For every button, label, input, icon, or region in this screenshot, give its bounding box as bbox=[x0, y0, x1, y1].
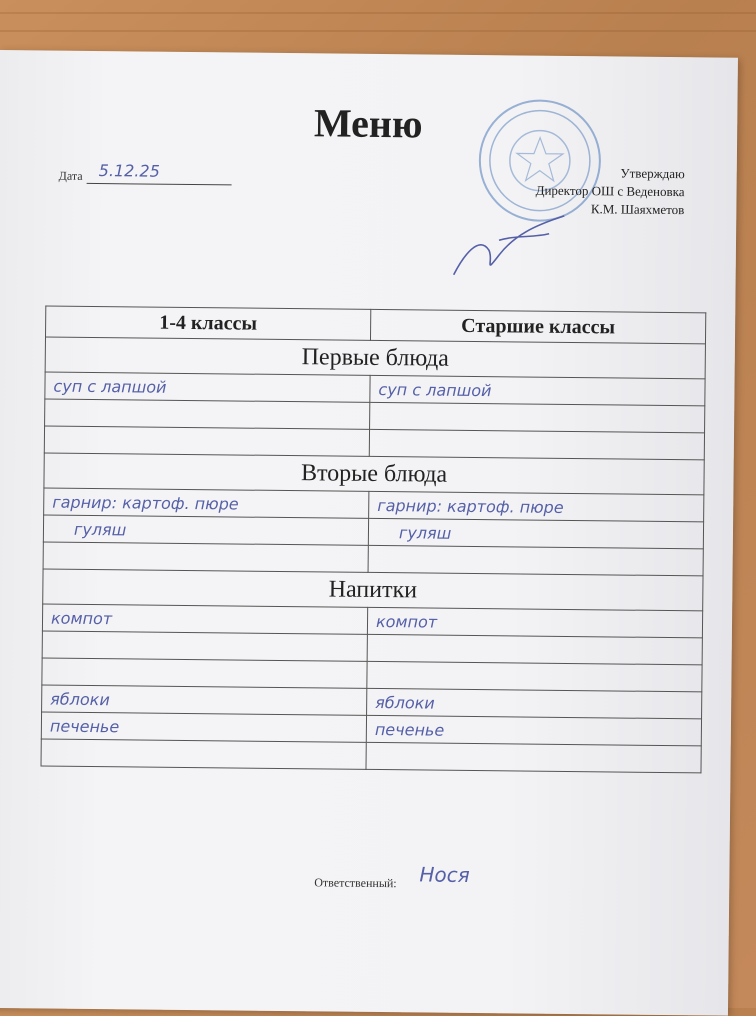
section-title: Вторые блюда bbox=[44, 453, 704, 495]
table-row bbox=[41, 739, 701, 773]
table-cell: компот bbox=[367, 607, 702, 638]
table-cell bbox=[367, 634, 702, 665]
director-signature-icon bbox=[444, 195, 575, 286]
column-header: 1-4 классы bbox=[45, 306, 370, 340]
table-cell bbox=[366, 742, 701, 773]
column-header: Старшие классы bbox=[370, 309, 705, 344]
wood-grain bbox=[0, 30, 756, 32]
table-cell bbox=[43, 542, 368, 572]
approval-line: К.М. Шаяхметов bbox=[590, 201, 685, 218]
table-cell bbox=[42, 658, 367, 688]
table-cell: гарнир: картоф. пюре bbox=[44, 488, 369, 518]
approval-line: Утверждаю bbox=[620, 165, 685, 182]
table-cell: гуляш bbox=[368, 518, 703, 549]
wood-grain bbox=[0, 12, 756, 14]
table-cell: суп с лапшой bbox=[370, 375, 705, 406]
section-title: Первые блюда bbox=[45, 337, 705, 379]
table-cell: яблоки bbox=[367, 688, 702, 719]
responsible-label: Ответственный: bbox=[314, 875, 397, 891]
table-cell bbox=[44, 426, 369, 456]
table-cell: суп с лапшой bbox=[45, 372, 370, 402]
table-cell bbox=[41, 739, 366, 769]
section-title: Напитки bbox=[43, 569, 703, 611]
table-cell: яблоки bbox=[42, 685, 367, 715]
table-cell bbox=[370, 402, 705, 433]
approval-line: Директор ОШ с Веденовка bbox=[535, 182, 685, 200]
table-cell: гуляш bbox=[43, 515, 368, 545]
page-title: Меню bbox=[313, 100, 423, 147]
table-cell: гарнир: картоф. пюре bbox=[369, 491, 704, 522]
date-label: Дата bbox=[58, 168, 83, 183]
table-cell bbox=[368, 545, 703, 576]
table-cell: печенье bbox=[41, 712, 366, 742]
table-cell bbox=[42, 631, 367, 661]
responsible-signature: Нося bbox=[419, 862, 470, 887]
table-cell: компот bbox=[42, 604, 367, 634]
menu-table bbox=[40, 305, 706, 773]
date-value: 5.12.25 bbox=[98, 161, 160, 181]
table-cell bbox=[367, 661, 702, 692]
date-underline bbox=[87, 183, 232, 186]
table-cell: печенье bbox=[366, 715, 701, 746]
menu-sheet bbox=[0, 50, 738, 1016]
table-cell bbox=[369, 429, 704, 460]
table-cell bbox=[45, 399, 370, 429]
